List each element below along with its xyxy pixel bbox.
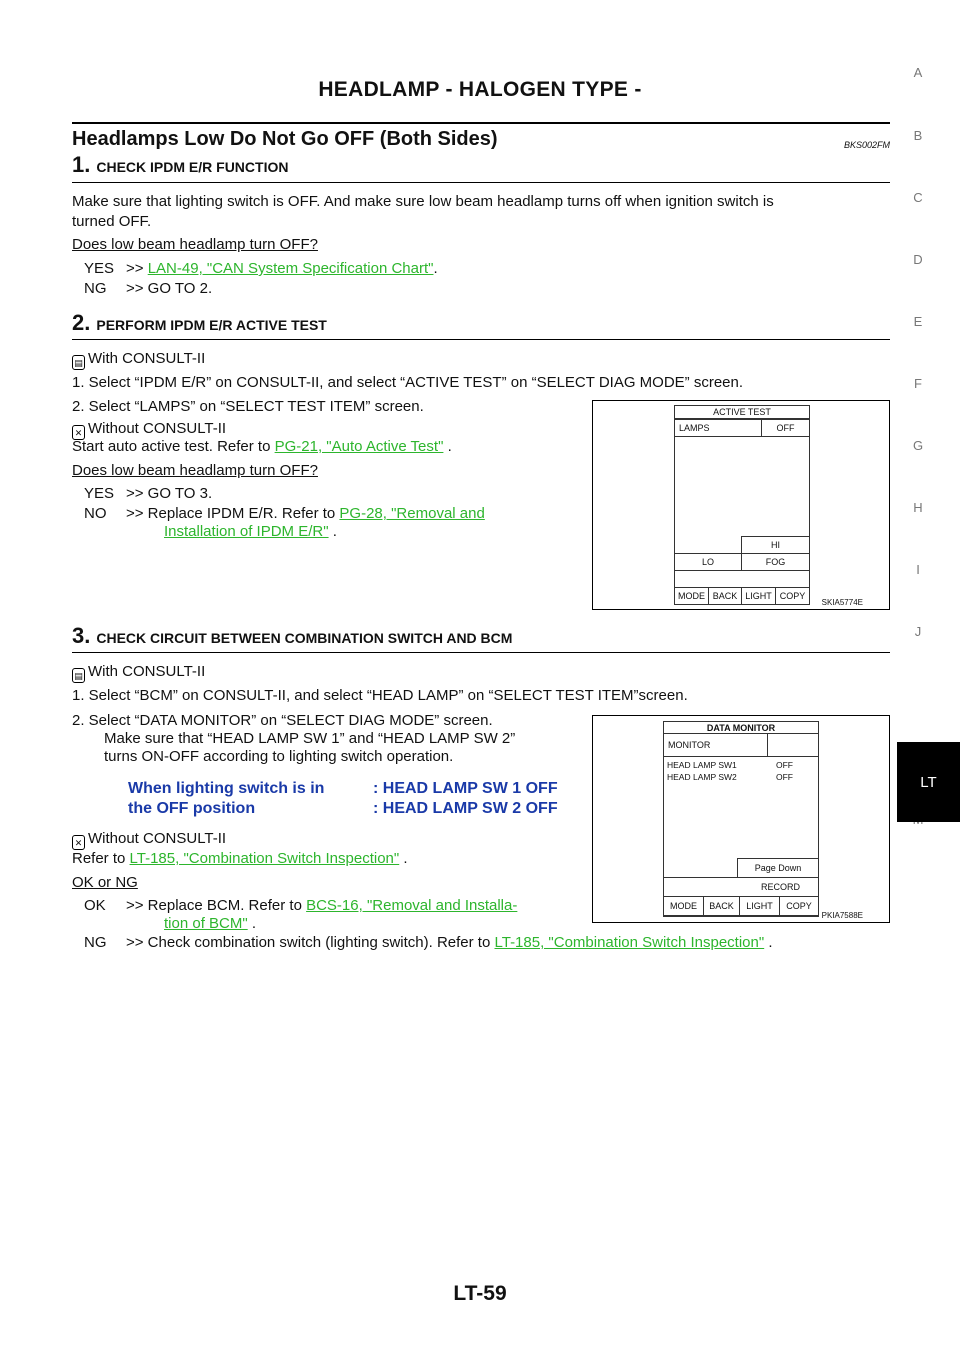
- step1-body2: turned OFF.: [72, 213, 152, 230]
- condition-line2: the OFF position: [128, 800, 256, 817]
- monitor-blank: [767, 733, 819, 757]
- index-j[interactable]: J: [914, 624, 922, 639]
- monitor-label: MONITOR: [663, 733, 768, 757]
- step2-title: PERFORM IPDM E/R ACTIVE TEST: [96, 317, 327, 333]
- page-number: LT-59: [453, 1282, 507, 1305]
- bcs16-link[interactable]: BCS-16, "Removal and Installa-: [306, 897, 518, 914]
- index-i[interactable]: I: [916, 562, 920, 577]
- condition-line1: When lighting switch is in: [128, 780, 325, 797]
- consult-icon: ▤: [72, 355, 85, 370]
- step1-title: CHECK IPDM E/R FUNCTION: [96, 159, 289, 175]
- condition-value1: : HEAD LAMP SW 1 OFF: [373, 780, 558, 797]
- step1-heading: 1. CHECK IPDM E/R FUNCTION: [72, 152, 289, 177]
- lan49-link[interactable]: LAN-49, "CAN System Specification Chart": [147, 260, 434, 277]
- step3-item1: 1. Select “BCM” on CONSULT-II, and select “HEAD LAMP” on “SELECT TEST ITEM”screen.: [72, 687, 688, 704]
- title-rule: [72, 122, 890, 124]
- step3-with: ▤ With CONSULT-II: [72, 662, 205, 683]
- active-test-figure: [592, 400, 890, 610]
- pg28-link-cont[interactable]: Installation of IPDM E/R": [164, 523, 329, 540]
- copy-button: COPY: [775, 587, 810, 605]
- page-down-button: Page Down: [737, 858, 819, 878]
- index-f[interactable]: F: [914, 376, 922, 391]
- active-test-header: ACTIVE TEST: [674, 405, 810, 419]
- light-button-2: LIGHT: [739, 896, 780, 916]
- index-e[interactable]: E: [913, 314, 923, 329]
- condition-value2: : HEAD LAMP SW 2 OFF: [373, 800, 558, 817]
- bcs16-link-cont[interactable]: tion of BCM": [164, 915, 248, 932]
- index-g[interactable]: G: [912, 438, 924, 453]
- step3-without: ✕ Without CONSULT-II: [72, 829, 226, 850]
- index-a[interactable]: A: [913, 65, 923, 80]
- sw2-value: OFF: [776, 772, 793, 782]
- step3-item2b: Make sure that “HEAD LAMP SW 1” and “HEAD LAMP SW 2”: [104, 730, 516, 747]
- step3-item2c: turns ON-OFF according to lighting switch operation.: [104, 748, 454, 765]
- sw1-label: HEAD LAMP SW1: [667, 760, 737, 770]
- sw1-value: OFF: [776, 760, 793, 770]
- copy-button-2: COPY: [779, 896, 819, 916]
- lamps-value: OFF: [761, 419, 810, 437]
- step2-heading: 2. PERFORM IPDM E/R ACTIVE TEST: [72, 310, 327, 335]
- step2-item2: 2. Select “LAMPS” on “SELECT TEST ITEM” screen.: [72, 398, 424, 415]
- index-d[interactable]: D: [913, 252, 923, 267]
- sw2-label: HEAD LAMP SW2: [667, 772, 737, 782]
- step3-ng-row: NG >> Check combination switch (lighting switch). Refer to LT-185, "Combination Switch Inspection" .: [84, 934, 773, 951]
- step3-refer: Refer to LT-185, "Combination Switch Inspection" .: [72, 850, 408, 867]
- step2-item1: 1. Select “IPDM E/R” on CONSULT-II, and select “ACTIVE TEST” on “SELECT DIAG MODE” screen.: [72, 374, 744, 391]
- index-b[interactable]: B: [913, 128, 923, 143]
- step2-yes-row: YES >> GO TO 3.: [84, 485, 213, 502]
- hi-button: HI: [741, 536, 810, 554]
- page-title: HEADLAMP - HALOGEN TYPE -: [318, 78, 642, 101]
- data-monitor-header: DATA MONITOR: [663, 721, 819, 734]
- index-h[interactable]: H: [913, 500, 923, 515]
- figure1-code: SKIA5774E: [821, 598, 863, 607]
- index-c[interactable]: C: [913, 190, 923, 205]
- record-button: RECORD: [663, 877, 819, 897]
- figure2-code: PKIA7588E: [821, 911, 863, 920]
- active-test-screen: [674, 405, 810, 605]
- step1-ng-row: NG >> GO TO 2.: [84, 280, 213, 297]
- step2-no-row-cont: Installation of IPDM E/R" .: [164, 523, 337, 540]
- back-button-2: BACK: [703, 896, 740, 916]
- lo-button: LO: [674, 553, 742, 571]
- step2-question: Does low beam headlamp turn OFF?: [72, 462, 318, 479]
- pg28-link[interactable]: PG-28, "Removal and: [339, 505, 485, 522]
- step1-question: Does low beam headlamp turn OFF?: [72, 236, 318, 253]
- data-monitor-screen: [663, 721, 819, 917]
- no-consult-icon: ✕: [72, 425, 85, 440]
- step3-ok-row: OK >> Replace BCM. Refer to BCS-16, "Removal and Installa-: [84, 897, 518, 914]
- step3-rule: [72, 652, 890, 653]
- lamps-label: LAMPS: [674, 419, 762, 437]
- mode-button: MODE: [674, 587, 709, 605]
- step2-start: Start auto active test. Refer to PG-21, "Auto Active Test" .: [72, 438, 452, 455]
- lt185-link[interactable]: LT-185, "Combination Switch Inspection": [129, 850, 400, 867]
- step2-rule: [72, 339, 890, 340]
- section-title: Headlamps Low Do Not Go OFF (Both Sides): [72, 128, 498, 150]
- step3-ok-row-cont: tion of BCM" .: [164, 915, 257, 932]
- data-monitor-figure: [592, 715, 890, 923]
- step2-with: ▤ With CONSULT-II: [72, 349, 205, 370]
- mode-button-2: MODE: [663, 896, 704, 916]
- light-button: LIGHT: [741, 587, 776, 605]
- step3-heading: 3. CHECK CIRCUIT BETWEEN COMBINATION SWITCH AND BCM: [72, 623, 513, 648]
- lt185-link-2[interactable]: LT-185, "Combination Switch Inspection": [494, 934, 765, 951]
- section-code: BKS002FM: [843, 140, 890, 150]
- step1-body1: Make sure that lighting switch is OFF. And make sure low beam headlamp turns off when ignition switch is: [72, 193, 774, 210]
- step1-rule: [72, 182, 890, 183]
- consult-icon: ▤: [72, 668, 85, 683]
- step2-no-row: NO >> Replace IPDM E/R. Refer to PG-28, "Removal and: [84, 505, 485, 522]
- index-lt-tab[interactable]: LT: [897, 742, 960, 822]
- step3-question: OK or NG: [72, 874, 138, 891]
- step3-title: CHECK CIRCUIT BETWEEN COMBINATION SWITCH AND BCM: [96, 630, 513, 646]
- step1-yes-row: YES >> LAN-49, "CAN System Specification Chart".: [84, 260, 438, 277]
- step2-without: ✕ Without CONSULT-II: [72, 419, 226, 440]
- pg21-link[interactable]: PG-21, "Auto Active Test": [274, 438, 444, 455]
- fog-button: FOG: [741, 553, 810, 571]
- no-consult-icon: ✕: [72, 835, 85, 850]
- back-button: BACK: [708, 587, 742, 605]
- step3-item2a: 2. Select “DATA MONITOR” on “SELECT DIAG MODE” screen.: [72, 712, 493, 729]
